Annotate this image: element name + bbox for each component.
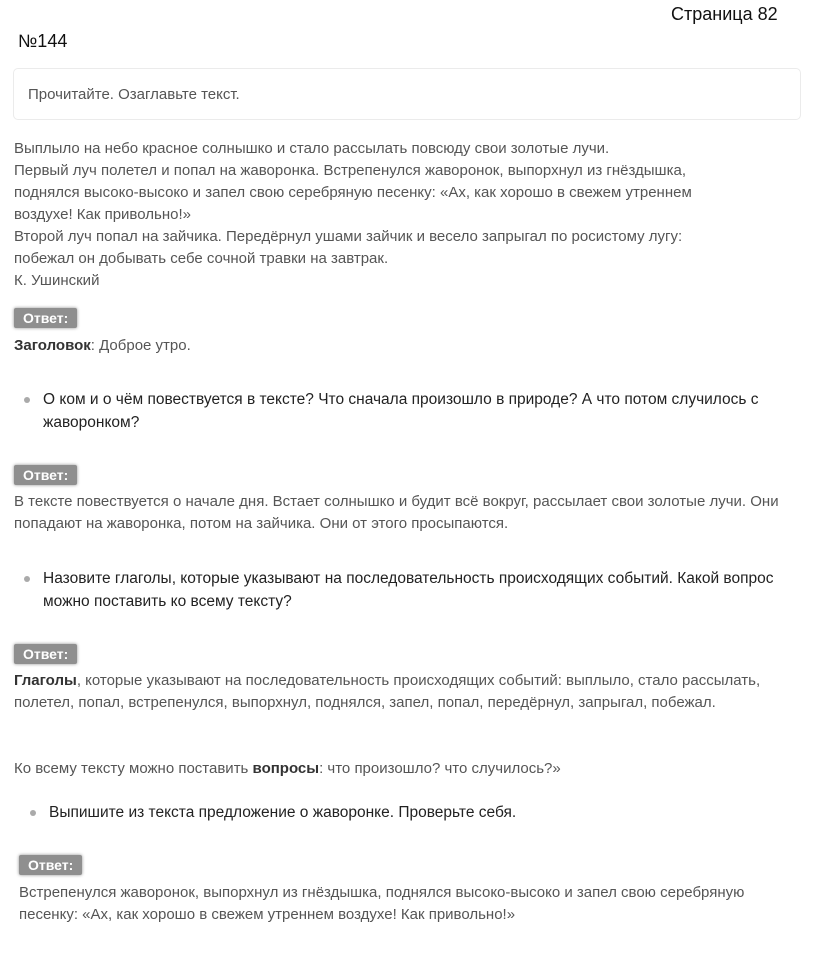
page-number: Страница 82 — [671, 4, 778, 24]
text-line: Второй луч попал на зайчика. Передёрнул ушами зайчик и весело запрыгал по росистому лугу: — [14, 228, 683, 245]
text-line: Выплыло на небо красное солнышко и стало рассылать повсюду свои золотые лучи. — [14, 140, 610, 157]
answer-questions — [14, 758, 814, 780]
bullet-icon — [30, 810, 36, 816]
answer-text: В тексте повествуется о начале дня. Встает солнышко и будит всё вокруг, рассылает свои золотые лучи. Они попадают на жаворонка, потом на зайчика. Они от этого просыпаются. — [14, 493, 779, 532]
answer-badge — [14, 308, 77, 328]
answer-label: Ответ: — [19, 855, 82, 875]
text-line: Первый луч полетел и попал на жаворонка. Встрепенулся жаворонок, выпорхнул из гнёздышка, — [14, 162, 686, 179]
answer-questions-text: : что произошло? что случилось?» — [319, 760, 561, 777]
text-line: поднялся высоко-высоко и запел свою серебряную песенку: «Ах, как хорошо в свежем утреннем — [14, 184, 692, 201]
task-instruction-box — [13, 68, 801, 120]
text-line: побежал он добывать себе сочной травки на завтрак. — [14, 250, 389, 267]
answer-verbs-label: Глаголы — [14, 672, 77, 689]
answer-label: Ответ: — [14, 465, 77, 485]
answer-label: Ответ: — [14, 644, 77, 664]
answer-questions-prefix: Ко всему тексту можно поставить — [14, 760, 253, 777]
answer-badge — [19, 855, 82, 875]
answer-badge — [14, 465, 77, 485]
question-item — [24, 567, 804, 613]
question-text: Выпишите из текста предложение о жаворонке. Проверьте себя. — [49, 804, 517, 821]
answer-label: Ответ: — [14, 308, 77, 328]
answer-text: Встрепенулся жаворонок, выпорхнул из гнёздышка, поднялся высоко-высоко и запел свою серебряную песенку: «Ах, как хорошо в свежем утреннем воздухе! Как привольно!» — [19, 884, 745, 923]
answer-verbs — [14, 670, 814, 714]
text-line: воздухе! Как привольно!» — [14, 206, 191, 223]
answer-questions-label: вопросы — [252, 760, 320, 777]
text-author: К. Ушинский — [14, 272, 100, 289]
answer-title — [14, 335, 814, 357]
task-instruction: Прочитайте. Озаглавьте текст. — [28, 86, 240, 103]
answer-title-value: : Доброе утро. — [90, 337, 191, 354]
bullet-icon — [24, 576, 30, 582]
reading-text — [14, 138, 814, 292]
answer-title-label: Заголовок — [14, 337, 91, 354]
answer-badge — [14, 644, 77, 664]
question-item — [30, 801, 810, 824]
answer-verbs-text: , которые указывают на последовательность происходящих событий: выплыло, стало рассылать, полетел, попал, встрепенулся, выпорхнул, поднялся, запел, попал, передёрнул, запрыгал, побежал. — [14, 672, 761, 711]
task-number: №144 — [18, 31, 68, 51]
question-text: О ком и о чём повествуется в тексте? Что сначала произошло в природе? А что потом случилось с жаворонком? — [43, 391, 759, 431]
question-item — [24, 388, 804, 434]
question-text: Назовите глаголы, которые указывают на последовательность происходящих событий. Какой вопрос можно поставить ко всему тексту? — [43, 570, 774, 610]
bullet-icon — [24, 397, 30, 403]
